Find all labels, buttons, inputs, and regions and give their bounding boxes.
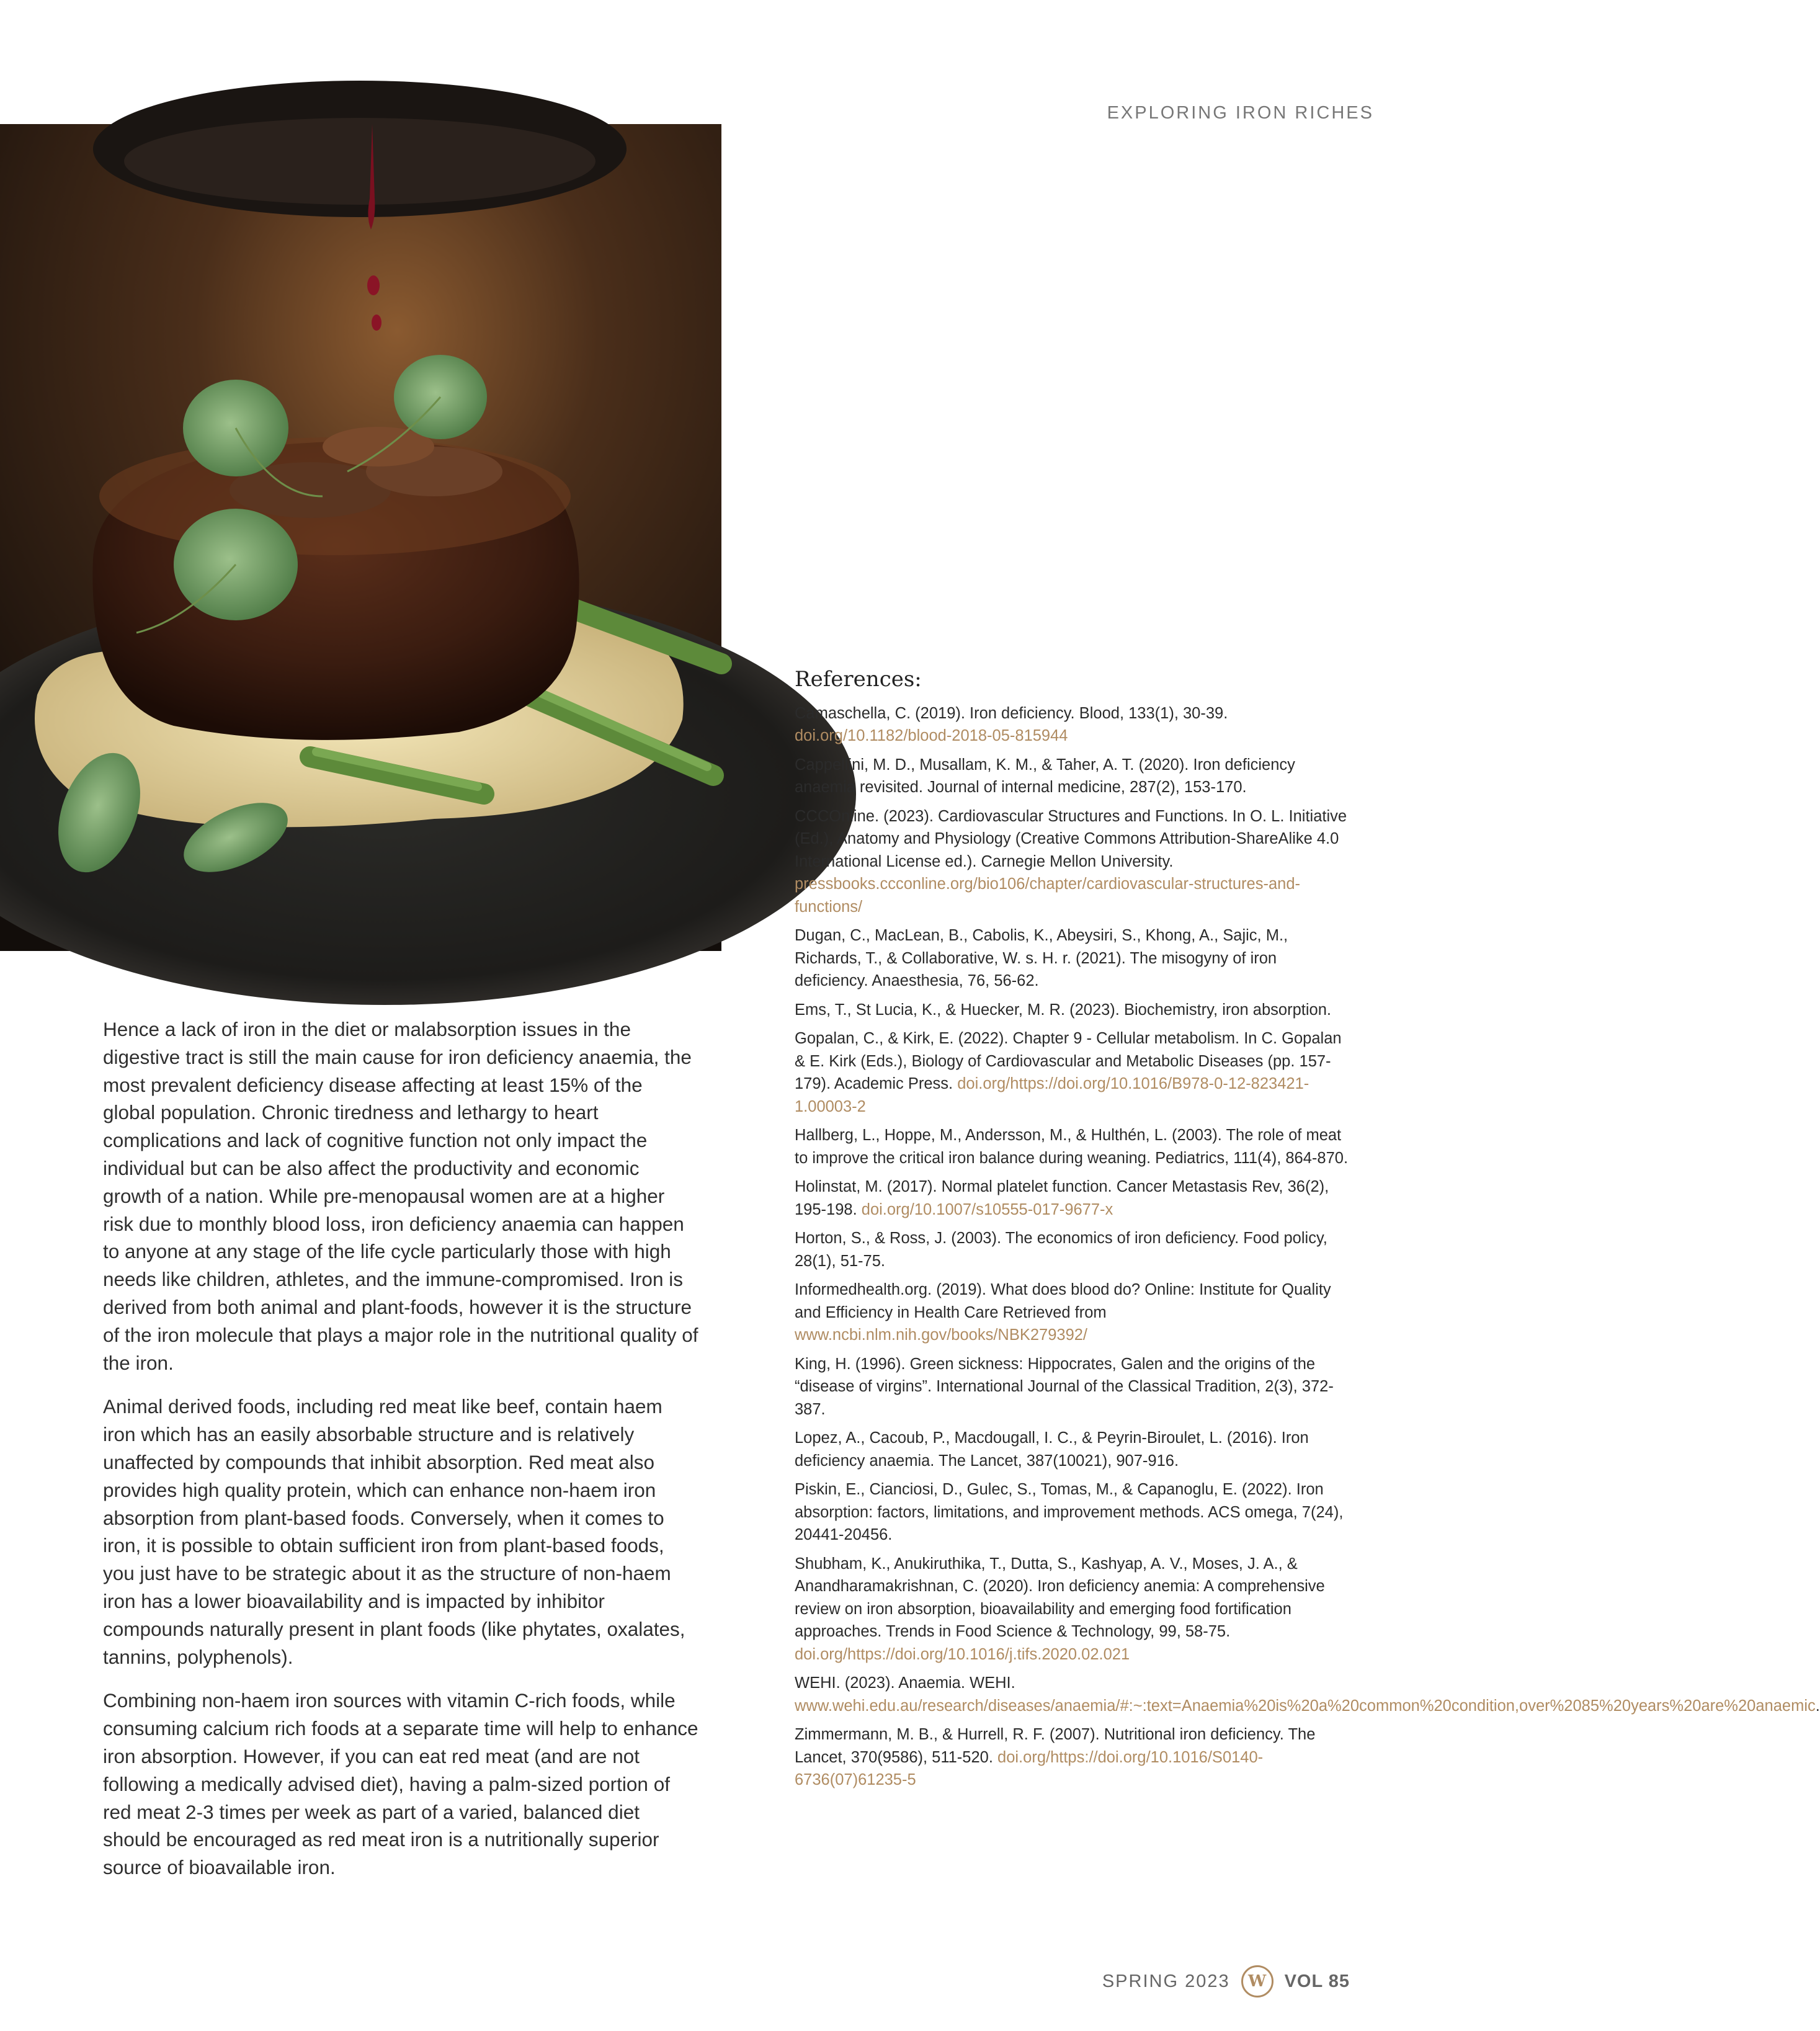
reference-link[interactable]: www.ncbi.nlm.nih.gov/books/NBK279392/	[795, 1326, 1088, 1344]
reference-text: Hallberg, L., Hoppe, M., Andersson, M., & Hulthén, L. (2003). The role of meat to improve the critical iron balance during weaning. Pediatrics, 111(4), 864-870.	[795, 1127, 1349, 1167]
references-section	[795, 667, 1820, 1798]
reference-item	[795, 754, 1353, 799]
reference-item	[795, 702, 1353, 748]
reference-item	[795, 1176, 1353, 1221]
magazine-logo-icon: W	[1241, 1965, 1274, 1998]
reference-text: King, H. (1996). Green sickness: Hippocrates, Galen and the origins of the “disease of virgins”. International Journal of the Classical Tradition, 2(3), 372-387.	[795, 1355, 1334, 1418]
reference-text: Camaschella, C. (2019). Iron deficiency. Blood, 133(1), 30-39.	[795, 704, 1228, 722]
reference-link[interactable]: doi.org/10.1182/blood-2018-05-815944	[795, 727, 1068, 744]
reference-item	[795, 1427, 1353, 1472]
reference-link[interactable]: www.wehi.edu.au/research/diseases/anaemia/#:~:text=Anaemia%20is%20a%20common%20condition,over%2085%20years%20are%20anaemic	[795, 1697, 1816, 1715]
reference-item	[795, 1672, 1820, 1717]
reference-link[interactable]: doi.org/https://doi.org/10.1016/S0140-6736(07)61235-5	[795, 1748, 1264, 1788]
volume-label: VOL 85	[1284, 1971, 1350, 1991]
reference-item	[795, 1553, 1353, 1666]
reference-item	[795, 1478, 1353, 1547]
issue-label: SPRING 2023	[1102, 1971, 1230, 1991]
reference-link[interactable]: pressbooks.ccconline.org/bio106/chapter/cardiovascular-structures-and-functions/	[795, 875, 1300, 916]
reference-text: Dugan, C., MacLean, B., Cabolis, K., Abeysiri, S., Khong, A., Sajic, M., Richards, T., & Collaborative, W. s. H. r. (2021). The misogyny of iron deficiency. Anaesthesia, 76, 56-62.	[795, 927, 1288, 989]
reference-text: Piskin, E., Cianciosi, D., Gulec, S., Tomas, M., & Capanoglu, E. (2022). Iron absorption: factors, limitations, and improvement methods. ACS omega, 7(24), 20441-20456.	[795, 1481, 1344, 1543]
reference-text: Informedhealth.org. (2019). What does blood do? Online: Institute for Quality and Efficiency in Health Care Retrieved from	[795, 1281, 1331, 1321]
body-paragraph: Hence a lack of iron in the diet or malabsorption issues in the digestive tract is still the main cause for iron deficiency anaemia, the most prevalent deficiency disease affecting at least 15% of the global population. Chronic tiredness and lethargy to heart complications and lack of cognitive function not only impact the individual but can be also affect the productivity and economic growth of a nation. While pre-menopausal women are at a higher risk due to monthly blood loss, iron deficiency anaemia can happen to anyone at any stage of the life cycle particularly those with high needs like children, athletes, and the immune-compromised. Iron is derived from both animal and plant-foods, however it is the structure of the iron molecule that plays a major role in the nutritional quality of the iron.	[103, 1018, 698, 1374]
body-paragraph: Combining non-haem iron sources with vitamin C-rich foods, while consuming calcium rich foods at a separate time will help to enhance iron absorption. However, if you can eat red meat (and are not following a medically advised diet), having a palm-sized portion of red meat 2-3 times per week as part of a varied, balanced diet should be encouraged as red meat iron is a nutritionally superior source of bioavailable iron.	[103, 1689, 698, 1879]
reference-text: CCCOnline. (2023). Cardiovascular Structures and Functions. In O. L. Initiative (Ed.), Anatomy and Physiology (Creative Commons Attribution-ShareAlike 4.0 International License ed.). Carnegie Mellon University.	[795, 807, 1347, 870]
reference-link[interactable]: doi.org/https://doi.org/10.1016/B978-0-12-823421-1.00003-2	[795, 1075, 1309, 1115]
reference-item	[795, 1279, 1353, 1347]
references-heading: References:	[795, 667, 922, 692]
reference-item	[795, 1723, 1353, 1792]
steak-photo	[0, 124, 721, 951]
reference-text: Zimmermann, M. B., & Hurrell, R. F. (2007). Nutritional iron deficiency. The Lancet, 370(9586), 511-520.	[795, 1726, 1316, 1766]
reference-item	[795, 1227, 1353, 1272]
page-footer	[1102, 1963, 1350, 2000]
body-paragraph: Animal derived foods, including red meat like beef, contain haem iron which has an easily absorbable structure and is relatively unaffected by compounds that inhibit absorption. Red meat also provides high quality protein, which can enhance non-haem iron absorption from plant-based foods. Conversely, when it comes to iron, it is possible to obtain sufficient iron from plant-based foods, you just have to be strategic about it as the structure of non-haem iron has a lower bioavailability and is impacted by inhibitor compounds naturally present in plant foods (like phytates, oxalates, tannins, polyphenols).	[103, 1395, 685, 1668]
reference-text: Lopez, A., Cacoub, P., Macdougall, I. C., & Peyrin-Biroulet, L. (2016). Iron deficiency anaemia. The Lancet, 387(10021), 907-916.	[795, 1429, 1309, 1470]
reference-link[interactable]: doi.org/https://doi.org/10.1016/j.tifs.2020.02.021	[795, 1645, 1130, 1663]
section-header: EXPLORING IRON RICHES	[1107, 103, 1374, 123]
reference-item	[795, 999, 1353, 1022]
reference-text: WEHI. (2023). Anaemia. WEHI.	[795, 1674, 1015, 1692]
reference-item	[795, 1353, 1353, 1421]
reference-item	[795, 1027, 1353, 1118]
reference-tail: .	[1815, 1697, 1820, 1715]
article-body	[103, 1016, 698, 1898]
reference-text: Cappellini, M. D., Musallam, K. M., & Taher, A. T. (2020). Iron deficiency anaemia revisited. Journal of internal medicine, 287(2), 153-170.	[795, 756, 1295, 796]
reference-item	[795, 805, 1353, 919]
reference-text: Gopalan, C., & Kirk, E. (2022). Chapter 9 - Cellular metabolism. In C. Gopalan & E. Kirk (Eds.), Biology of Cardiovascular and Metabolic Diseases (pp. 157-179). Academic Press.	[795, 1030, 1342, 1092]
reference-text: Ems, T., St Lucia, K., & Huecker, M. R. (2023). Biochemistry, iron absorption.	[795, 1001, 1331, 1019]
reference-item	[795, 1124, 1353, 1169]
references-list	[795, 702, 1820, 1792]
reference-text: Horton, S., & Ross, J. (2003). The economics of iron deficiency. Food policy, 28(1), 51-75.	[795, 1230, 1327, 1270]
reference-text: Holinstat, M. (2017). Normal platelet function. Cancer Metastasis Rev, 36(2), 195-198.	[795, 1178, 1329, 1218]
reference-item	[795, 924, 1353, 993]
reference-link[interactable]: doi.org/10.1007/s10555-017-9677-x	[861, 1200, 1113, 1218]
reference-text: Shubham, K., Anukiruthika, T., Dutta, S., Kashyap, A. V., Moses, J. A., & Anandharamakrishnan, C. (2020). Iron deficiency anemia: A comprehensive review on iron absorption, bioavailability and emerging food fortification approaches. Trends in Food Science & Technology, 99, 58-75.	[795, 1555, 1325, 1640]
